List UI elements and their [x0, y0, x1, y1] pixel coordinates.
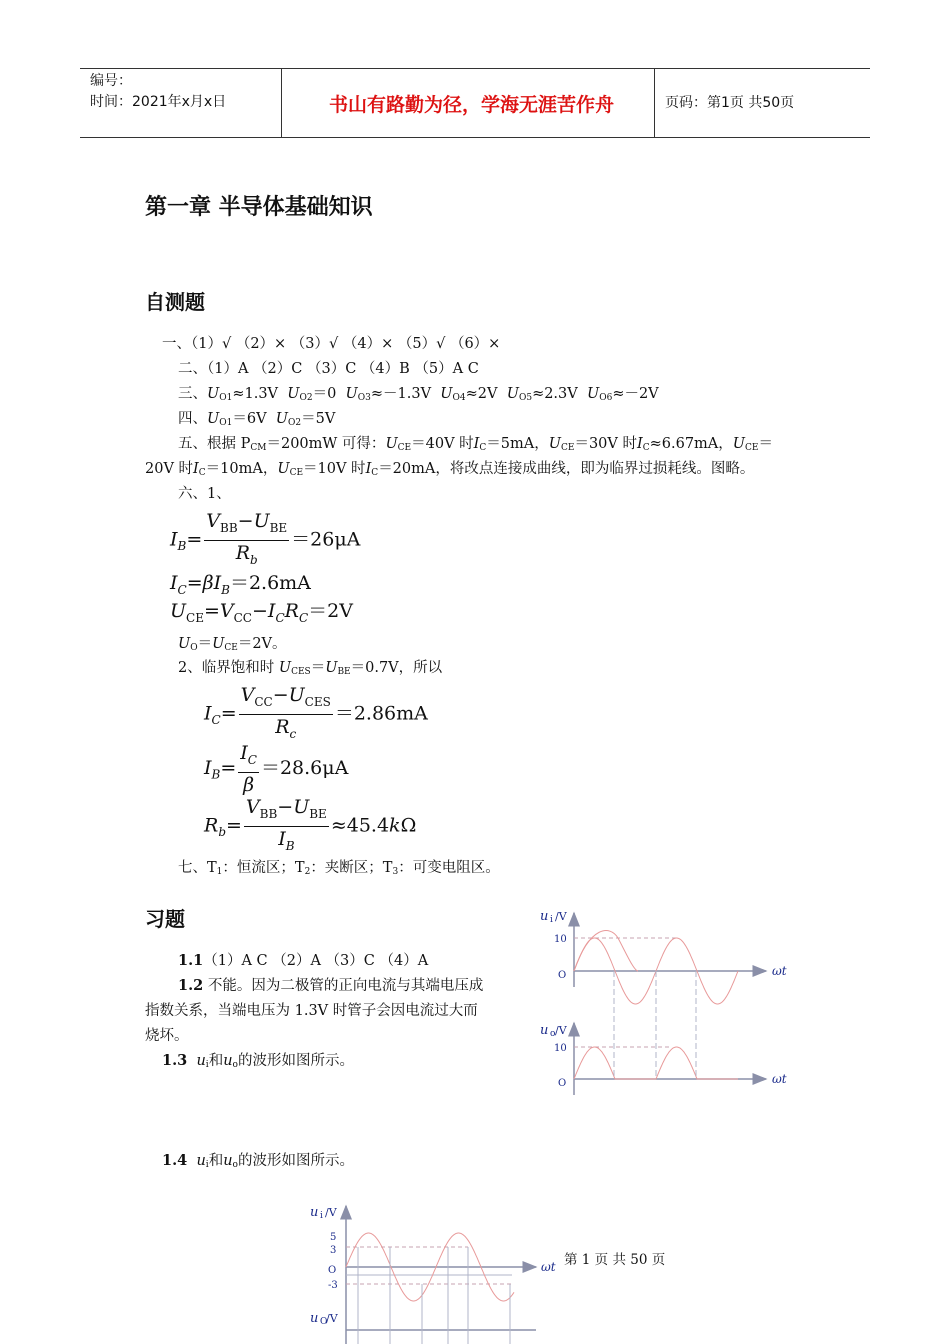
exercise-1-1: 1.1（1）A C （2）A （3）C （4）A [178, 952, 429, 969]
ui-label-unit: /V [325, 1206, 337, 1219]
uo-label-unit: /V [555, 1024, 567, 1037]
uo-axis-label: ωt [772, 1072, 787, 1086]
self-test-q1: 一、（1）√ （2）× （3）√ （4）× （5）√ （6）× [162, 336, 501, 352]
header-page-label: 页码：第1页 共50页 [665, 95, 795, 111]
self-test-q2: 二、（1）A （2）C （3）C （4）B （5）A C [178, 361, 479, 377]
ui-tick-10: 10 [554, 934, 567, 945]
section-self-test: 自测题 [145, 290, 205, 314]
exercise-1-3: 1.3 $u_i$和$u_o$的波形如图所示。 [162, 1052, 354, 1070]
ui-label: u [310, 1205, 319, 1220]
ui-label-sub: i [320, 1211, 323, 1221]
self-test-q7: 七、$T_1$：恒流区；$T_2$：夹断区；$T_3$：可变电阻区。 [178, 860, 500, 877]
header-meta [90, 71, 226, 113]
equation-ib: $I_B=$ $\frac{V_{BB}-U_{BE}}{R_b}$ ＝26μA [170, 510, 361, 567]
equation-uce: $U_{CE}=V_{CC}-I_CR_C=2V$ [170, 600, 353, 625]
ui-axis-label: ωt [541, 1260, 556, 1274]
equation-ic: $I_C=\beta I_B=2.6mA$ [170, 572, 311, 597]
exercise-1-2-line3: 烧坏。 [145, 1028, 189, 1044]
self-test-q4: 四、$U_{O1}=6V$ $U_{O2}=5V$ [178, 411, 336, 428]
ui-origin: O [328, 1265, 337, 1276]
uo-label-sub: O [320, 1317, 328, 1327]
ui-origin: O [558, 970, 567, 981]
ui-tick-m3: -3 [328, 1280, 338, 1291]
time-label: 时间：2021年x月x日 [90, 94, 227, 110]
exercise-1-2-line1: 1.2 不能。因为二极管的正向电流与其端电压成 [178, 977, 484, 994]
ui-axis-label: ωt [772, 964, 787, 978]
uo-label-sub: o [550, 1029, 556, 1039]
chapter-title: 第一章 半导体基础知识 [145, 195, 373, 220]
ui-tick-3: 3 [330, 1245, 337, 1256]
number-label: 编号： [90, 73, 132, 89]
ui-label: u [540, 909, 549, 924]
ui-tick-5: 5 [330, 1232, 337, 1243]
section-exercises: 习题 [145, 907, 185, 931]
self-test-q3: 三、$U_{O1}\approx 1.3V$ $U_{O2}=0$ $U_{O3}\approx-1.3V$ $U_{O4}\approx 2V$ $U_{O5}\approx 2.3V$ $U_{O6}\approx-2V$ [178, 386, 659, 403]
uo-label: u [540, 1023, 549, 1038]
uo-label-unit: /V [326, 1312, 338, 1325]
equation-rb: $R_b=$ $\frac{V_{BB}-U_{BE}}{I_B}$ ≈45.4kΩ [204, 796, 417, 853]
uo-line: $U_O=U_{CE}=2V$。 [178, 636, 287, 653]
self-test-q5-line2: 20V 时$I_C=10mA$，$U_{CE}=10V$ 时$I_C=20mA$，将改点连接成曲线，即为临界过损耗线。图略。 [145, 461, 755, 478]
uo-tick-10: 10 [554, 1043, 567, 1054]
exercise-1-2-line2: 指数关系，当端电压为 1.3V 时管子会因电流过大而 [145, 1003, 478, 1019]
page-footer: 第 1 页 共 50 页 [564, 1252, 666, 1268]
figure-1-3-waveform [530, 905, 800, 1100]
self-test-q5-line1: 五、根据 $P_{CM}=200mW$ 可得：$U_{CE}=40V$ 时$I_C=5mA$，$U_{CE}=30V$ 时$I_C\approx 6.67mA$，$U_{CE}=$ [178, 436, 773, 453]
uo-origin: O [558, 1078, 567, 1089]
self-test-q6-label: 六、1、 [178, 486, 231, 502]
self-test-q6-2: 2、临界饱和时 $U_{CES}=U_{BE}=0.7V$，所以 [178, 660, 443, 677]
ui-label-sub: i [550, 915, 553, 925]
uo-label: u [310, 1311, 319, 1326]
figure-1-4-waveform [300, 1200, 570, 1344]
header-motto: 书山有路勤为径，学海无涯苦作舟 [328, 93, 614, 116]
equation-ic-sat: $I_C=$ $\frac{V_{CC}-U_{CES}}{R_c}$ ＝2.86mA [204, 684, 428, 741]
document-header [80, 68, 870, 138]
ui-label-unit: /V [555, 910, 567, 923]
exercise-1-4: 1.4 $u_i$和$u_o$的波形如图所示。 [162, 1152, 354, 1170]
equation-ib-sat: $I_B=$ $\frac{I_C}{\beta}$ ＝28.6μA [204, 742, 349, 796]
header-divider [281, 69, 282, 137]
